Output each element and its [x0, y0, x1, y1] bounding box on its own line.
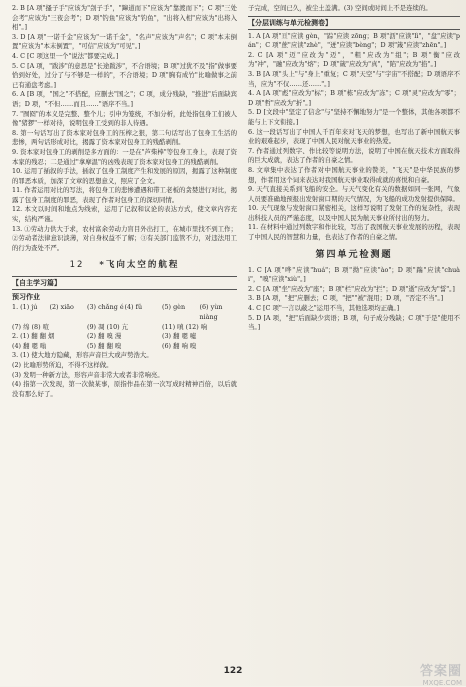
answer-paragraph: 子完成，空间已久，被尘土盖满。(3) 空间或时间上不是连续的。 — [248, 4, 432, 12]
preview-header: 预习作业 — [12, 293, 40, 302]
answer-paragraph: 3. (1) 使大地方隐藏，形容声音巨大或声势浩大。 — [12, 351, 153, 360]
answer-paragraph: 5. D [文段中"坚定了信念"与"坚持不懈地努力"是一个整体，其他各项都不能与上下文衔接。] — [248, 108, 460, 126]
word-item: (4) 翻 嗯 嗡 — [12, 341, 47, 350]
section-header: 【分层训练与单元检测卷】 — [248, 16, 460, 30]
unit-title: 第四单元检测题 — [315, 249, 393, 260]
answer-paragraph: 11. 作者运用对比的写法，将包身工的悲惨遭遇和带工老板的贪婪进行对比，揭露了包身工制度的罪恶，表现了作者对包身工的深切同情。 — [12, 186, 237, 204]
answer-paragraph: 8. 第一句话写出了资本家对包身工的压榨之狠，第二句话写出了包身工生活的悲惨，两句话形成对比，揭露了资本家对包身工的残酷剥削。 — [12, 128, 237, 147]
lesson-number: 12 — [69, 260, 85, 271]
word-item: (2) 翻 嗅 漫 — [87, 332, 122, 341]
pinyin-item: 1. (1) jú — [12, 303, 38, 312]
answer-paragraph: 2. C [A 项"迈"应改为"迈"，"粗"应改为"组"；B 项"衡"应改为"冲"，"融"应改为"熔"；D 项"箴"应改为"真"，"陷"应改为"掐"。] — [248, 50, 460, 69]
word-item: (7) 绵 (8) 喧 — [12, 322, 49, 331]
answer-paragraph: 6. 这一段话写出了中国人千百年来对飞天的梦想，也写出了新中国航天事业的艰难起步，表现了中国人民对航天事业的热爱。 — [248, 127, 460, 146]
pinyin-item: (5) gèn — [162, 303, 186, 312]
answer-paragraph: (2) 比喻形势所迫，不得不这样做。 — [12, 361, 113, 369]
answer-paragraph: 10. 运用了插叙的手法，插叙了包身工制度产生和发展的原因，揭露了这种制度的罪恶本质，加深了文章的思想意义，照应了全文。 — [12, 167, 237, 185]
answer-paragraph: 4. A [A 项"彪"应改为"标"；B 项"栋"应改为"冻"；C 项"灵"应改为"零"；D 项"哲"应改为"折"。] — [248, 89, 460, 107]
watermark-line2: MXQE.COM — [422, 679, 462, 687]
watermark-line1: 答案圈 — [419, 664, 462, 679]
answer-paragraph: 3. B [A 项，"把"应删去；C 项，"把""被"混用；D 项，"否定不当"。] — [248, 294, 444, 303]
answer-paragraph: 7. "囫囵"的本义是完整、整个儿；引申为笼统，不加分析，此处指包身工们被人像"猪猡"一样对待，说明包身工受到的非人待遇。 — [12, 109, 237, 128]
answer-paragraph: 9. 资本家对包身工的剥削是多方面的：一是在"芦柴棒"等包身工身上，表现了资本家的残忍；二是通过"拿摩温"的凶残表现了资本家对包身工的残酷剥削。 — [12, 147, 237, 166]
word-row — [12, 332, 237, 342]
answer-paragraph: 12. 本文以时间和地点为线索，运用了记叙和议论的表达方式，使文章内容充实，结构严谨。 — [12, 205, 237, 224]
word-item: 2. (1) 翻 翻 烟 — [12, 332, 55, 341]
answer-paragraphs-bottom — [12, 351, 237, 399]
word-item: (11) 嗔 (12) 响 — [162, 322, 208, 331]
right-column — [248, 4, 460, 333]
answer-paragraph: 2. C [A 项"坐"应改为"座"；B 项"栏"应改为"拦"；D 项"逝"应改为"誓"。] — [248, 284, 455, 293]
word-item: (6) 翻 响 嗅 — [162, 341, 197, 350]
answer-paragraph: 7. 作者通过列数字、作比较等说明方法，说明了中国在航天技术方面取得的巨大成就，表达了作者的自豪之情。 — [248, 146, 460, 165]
word-item: (3) 翻 嗯 嘘 — [162, 332, 197, 341]
answer-paragraph: 10. 天气现象与发射窗口紧密相关，这样写说明了发射工作的复杂性，表现出科技人员的严谨态度，以及中国人民为航天事业所付出的努力。 — [248, 204, 460, 222]
lesson-name: *飞向太空的航程 — [99, 260, 180, 271]
pinyin-item: (4) fǔ — [124, 303, 143, 312]
pinyin-item: (6) yùn niàng — [199, 303, 223, 322]
answer-paragraphs-middle — [248, 32, 460, 243]
word-row — [12, 342, 237, 352]
word-item: (9) 凋 (10) 亢 — [87, 322, 129, 331]
answer-paragraph: 4. C [C 项这里一个"说法"都要完成。] — [12, 51, 119, 60]
watermark — [392, 660, 462, 687]
self-study-header: 【自主学习篇】 — [12, 276, 237, 290]
answer-paragraphs-unit — [248, 266, 460, 333]
answer-paragraph: 3. D [A 项"一诺千金"应该为"一诺千金"，"名声"应该为"声名"；C 项"本末倒置"应该为"本末倒置"，"可信"应该为"可见"。] — [12, 32, 237, 51]
left-column — [12, 4, 237, 399]
answer-paragraph: 3. B [A 项"头上"与"身上"重复；C 项"天空"与"宇宙"不搭配；D 项语序不当，应为"不仅……还……"。] — [248, 69, 460, 88]
pinyin-row — [12, 303, 237, 322]
answer-paragraph: 1. C [A 项"哗"应读"huá"；B 项"拗"应读"ào"；D 项"踹"应读"chuài"，"嗅"应读"xiù"。] — [248, 265, 460, 284]
word-row — [12, 323, 237, 333]
answer-paragraph: 6. A [B 项，"国之"不搭配，应删去"国之"；C 项，成分残缺，"推进"后面缺宾语；D 项，"不但……而且……"语序不当。] — [12, 90, 237, 108]
answer-paragraph: 11. 在材料中通过列数字和作比较，写出了我国航天事业发展的历程，表现了中国人民的智慧和力量，也表达了作者的自豪之情。 — [248, 223, 460, 242]
answer-paragraph: (4) 指第一次发现，第一次做某事，原指作品在第一次写成时精神百倍，以后就没有那么好了。 — [12, 380, 237, 398]
answer-paragraph: 2. B [A 项"搔子手"应该为"刽子手"，"蹿道而下"应该为"靠渡而下"；C 项"三处会考"应该为"三夜会考"；D 项"钓鱼"应该为"钓鱼"，"出将入相"应该为"出将入相"。] — [12, 4, 237, 32]
answer-paragraph: 5. D [A 项，"把"后面缺少宾语；B 项，句子成分残缺；C 项"于是"使用不当。] — [248, 313, 460, 332]
page-number: 122 — [223, 666, 243, 676]
answer-paragraphs-top — [12, 4, 237, 253]
answer-paragraph: 1. A [A 项"亘"应读 gèn，"踪"应读 zōng；B 项"沥"应读"lì"，"盘"应读"pán"；C 项"蔗"应读"zhè"，"迸"应读"bèng"；D 项"箴"应读"zhēn"。] — [248, 31, 460, 50]
answer-paragraph: 9. 天气直接关系到飞船的安全。与天气变化有关的数据如同一张网，气象人员要准确地预报出发射窗口期的天气情况，为飞船的成功发射提供保障。 — [248, 185, 460, 203]
answer-paragraph: (3) 发明一种新方法，形容声音非常大或者非常响亮。 — [12, 370, 164, 379]
answer-paragraph: 5. C [A 项，"跋涉"的意思是"长途跋涉"，不合语境；B 项"过犹不及"指"做事要恰到好处，过分了与不够是一样的"，不合语境；D 项"胸有成竹"比喻做事之前已有通盘考虑。] — [12, 61, 237, 89]
answer-paragraph: 4. C [C 项"一言以蔽之"运用不当，其他选项均正确。] — [248, 304, 400, 313]
pinyin-item: (2) xiāo — [49, 303, 74, 312]
word-item: (5) 翻 翻 嗅 — [87, 341, 122, 350]
pinyin-item: (3) chǎng é — [87, 303, 124, 312]
answer-paragraph: 8. 文章集中表达了作者对中国航天事业的赞美，"飞天"是中华民族的梦想，作者用这个词来表达对我国航天事业取得成就的喜悦和自豪。 — [248, 165, 460, 184]
answer-paragraph: 13. ①劳动力供大于求，农村富余劳动力盲目外出打工，在城市里找不到工作；②劳动者法律意识淡薄，对自身权益不了解；③有关部门监管不力，对违法用工的行为查处不严。 — [12, 224, 237, 252]
lesson-title — [12, 259, 237, 271]
